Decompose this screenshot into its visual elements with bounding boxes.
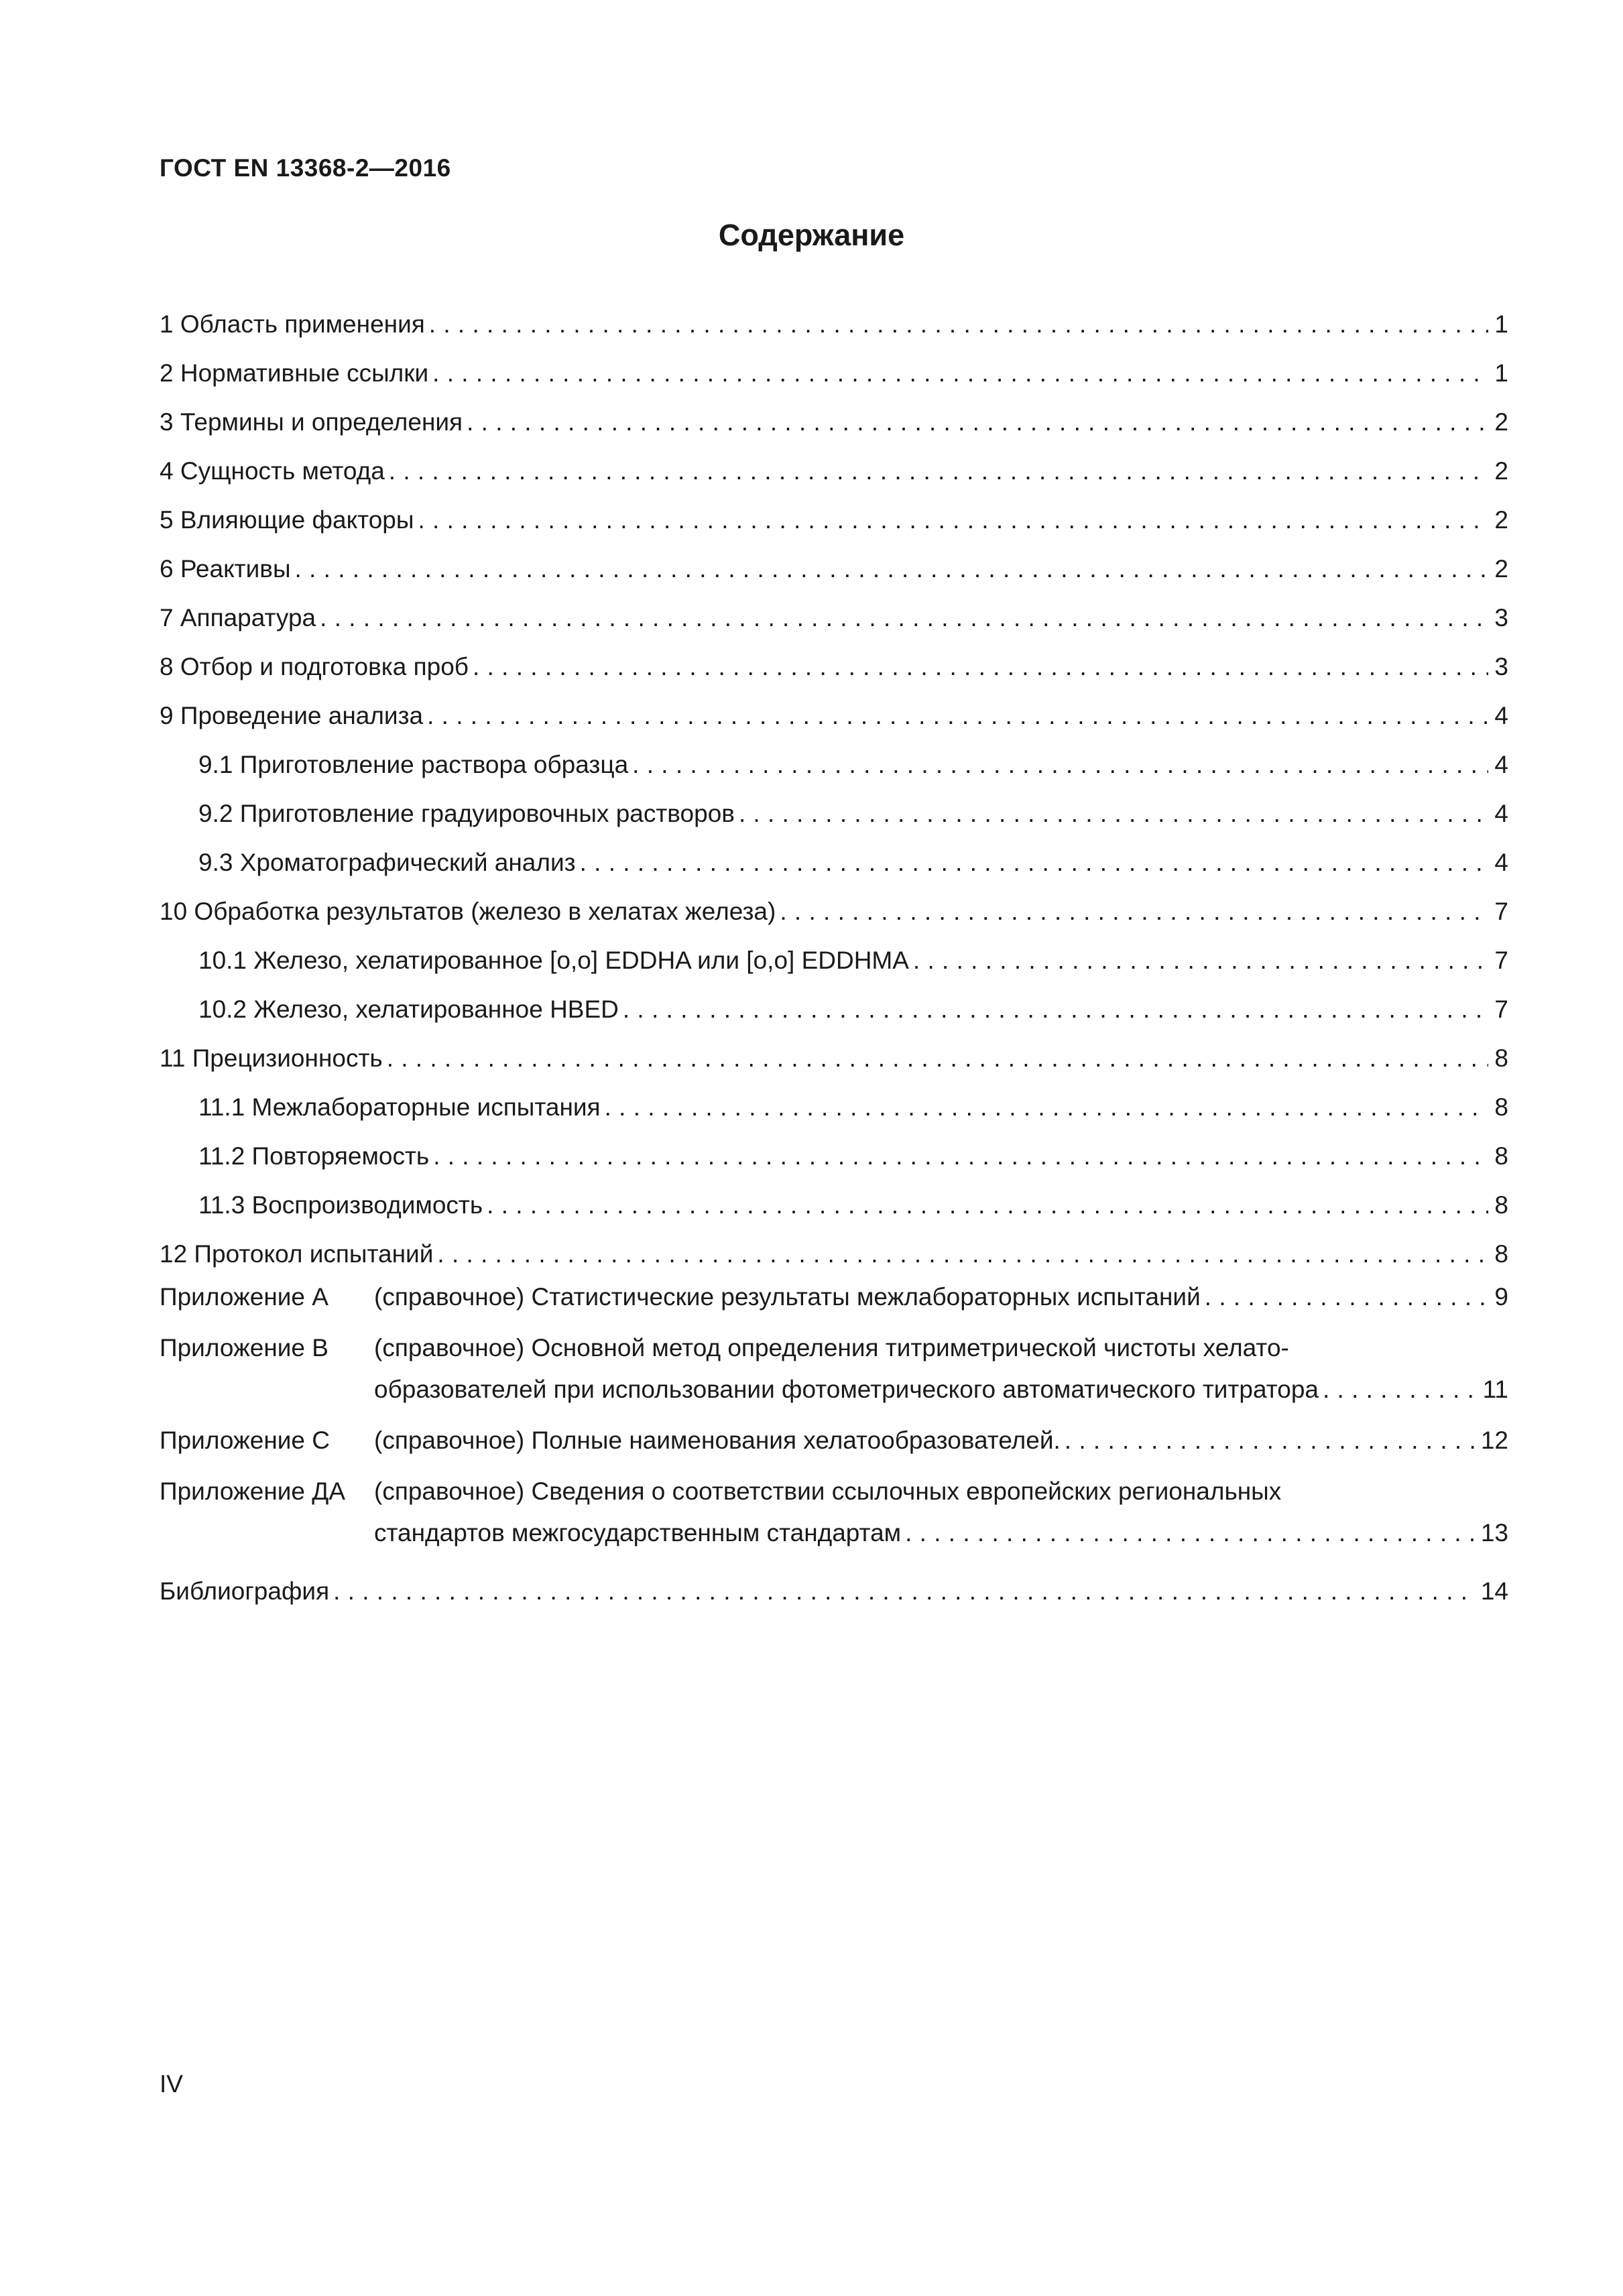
toc-entry[interactable] bbox=[160, 897, 1508, 926]
toc-entry[interactable] bbox=[160, 457, 1508, 486]
toc-entry-page: 7 bbox=[1494, 947, 1508, 974]
leader-dots bbox=[1205, 1276, 1488, 1318]
toc-annex[interactable] bbox=[160, 1276, 1508, 1318]
toc-entry[interactable] bbox=[160, 652, 1508, 682]
toc-entry[interactable] bbox=[160, 408, 1508, 437]
toc-entry-page: 2 bbox=[1494, 506, 1508, 534]
leader-dots bbox=[333, 1577, 1477, 1606]
leader-dots bbox=[1065, 1420, 1477, 1461]
leader-dots bbox=[387, 1044, 1488, 1073]
toc-entry-label: 11.2 Повторяемость bbox=[198, 1142, 430, 1170]
toc-entry-page: 8 bbox=[1494, 1142, 1508, 1170]
toc-subentry[interactable] bbox=[198, 1191, 1508, 1220]
toc-entry-page: 8 bbox=[1494, 1240, 1508, 1268]
annex-title-line: (справочное) Полные наименования хелатообразователей. bbox=[374, 1427, 1061, 1454]
leader-dots bbox=[432, 359, 1488, 388]
toc-entry-label: 4 Сущность метода bbox=[160, 457, 385, 485]
annex-title-line: образователей при использовании фотометрического автоматического титратора bbox=[374, 1376, 1319, 1403]
leader-dots bbox=[632, 750, 1488, 780]
toc-entry-label: 12 Протокол испытаний bbox=[160, 1240, 434, 1268]
leader-dots bbox=[905, 1512, 1477, 1554]
toc-subentry[interactable] bbox=[198, 946, 1508, 975]
toc-entry-label: 1 Область применения bbox=[160, 310, 425, 338]
toc-entry-label: 2 Нормативные ссылки bbox=[160, 359, 429, 387]
annex-page: 9 bbox=[1494, 1283, 1508, 1311]
leader-dots bbox=[780, 897, 1488, 926]
toc-entry-label: 9.3 Хроматографический анализ bbox=[198, 849, 576, 876]
toc-entry[interactable] bbox=[160, 505, 1508, 535]
toc-entry[interactable] bbox=[160, 310, 1508, 339]
leader-dots bbox=[437, 1240, 1488, 1269]
leader-dots bbox=[467, 408, 1488, 437]
annex-label: Приложение С bbox=[160, 1427, 330, 1454]
toc-entry-page: 8 bbox=[1494, 1044, 1508, 1072]
toc-subentry[interactable] bbox=[198, 799, 1508, 829]
leader-dots bbox=[433, 1142, 1488, 1171]
toc-entry-page: 1 bbox=[1494, 359, 1508, 387]
leader-dots bbox=[487, 1191, 1488, 1220]
toc-subentry[interactable] bbox=[198, 848, 1508, 878]
toc-annex[interactable] bbox=[160, 1327, 1508, 1410]
toc-title: Содержание bbox=[718, 218, 905, 252]
toc-entry-label: 9.1 Приготовление раствора образца bbox=[198, 751, 629, 778]
toc-annex[interactable] bbox=[160, 1471, 1508, 1554]
leader-dots bbox=[295, 554, 1488, 584]
bibliography-page: 14 bbox=[1480, 1577, 1508, 1605]
toc-subentry[interactable] bbox=[198, 1093, 1508, 1122]
toc-entry-label: 11.3 Воспроизводимость bbox=[198, 1191, 483, 1219]
annex-page: 11 bbox=[1482, 1376, 1508, 1403]
toc-entry-page: 4 bbox=[1494, 849, 1508, 876]
toc-entry-label: 9 Проведение анализа bbox=[160, 702, 424, 729]
toc-entry-page: 7 bbox=[1494, 898, 1508, 925]
annex-label: Приложение ДА bbox=[160, 1477, 346, 1505]
toc-subentry[interactable] bbox=[198, 995, 1508, 1024]
leader-dots bbox=[580, 848, 1488, 878]
page-number: IV bbox=[160, 2070, 183, 2098]
toc-entry-page: 2 bbox=[1494, 457, 1508, 485]
toc-subentry[interactable] bbox=[198, 1142, 1508, 1171]
toc-entry[interactable] bbox=[160, 701, 1508, 731]
annex-page: 13 bbox=[1480, 1519, 1508, 1547]
toc-entry-page: 4 bbox=[1494, 702, 1508, 729]
toc-entry-label: 3 Термины и определения bbox=[160, 408, 463, 436]
toc-entry[interactable] bbox=[160, 603, 1508, 633]
leader-dots bbox=[418, 505, 1488, 535]
toc-entry-page: 3 bbox=[1494, 604, 1508, 631]
bibliography-label: Библиография bbox=[160, 1577, 330, 1605]
leader-dots bbox=[1323, 1369, 1479, 1410]
toc-entry-label: 11 Прецизионность bbox=[160, 1044, 383, 1072]
toc-entry-page: 2 bbox=[1494, 555, 1508, 583]
annex-label: Приложение А bbox=[160, 1283, 328, 1311]
toc-entry-page: 3 bbox=[1494, 653, 1508, 680]
toc-entry-page: 8 bbox=[1494, 1191, 1508, 1219]
toc-entry[interactable] bbox=[160, 359, 1508, 388]
toc-entry-page: 7 bbox=[1494, 995, 1508, 1023]
annex-label: Приложение В bbox=[160, 1334, 328, 1362]
leader-dots bbox=[389, 457, 1488, 486]
annex-title-line: (справочное) Статистические результаты межлабораторных испытаний bbox=[374, 1283, 1201, 1311]
leader-dots bbox=[913, 946, 1488, 975]
toc-entry-label: 10 Обработка результатов (железо в хелатах железа) bbox=[160, 898, 776, 925]
toc-entry-page: 4 bbox=[1494, 751, 1508, 778]
leader-dots bbox=[739, 799, 1488, 829]
annex-title-line: (справочное) Сведения о соответствии ссылочных европейских региональных bbox=[374, 1477, 1282, 1505]
toc-entry-page: 2 bbox=[1494, 408, 1508, 436]
annex-title-line: стандартов межгосударственным стандартам bbox=[374, 1519, 902, 1547]
toc-entry-label: 7 Аппаратура bbox=[160, 604, 316, 631]
annex-title-line: (справочное) Основной метод определения титриметрической чистоты хелато- bbox=[374, 1334, 1289, 1362]
leader-dots bbox=[605, 1093, 1488, 1122]
toc-entry[interactable] bbox=[160, 1044, 1508, 1073]
toc-entry-label: 10.1 Железо, хелатированное [o,o] EDDHA или [o,o] EDDHMA bbox=[198, 947, 909, 974]
toc-entry-page: 4 bbox=[1494, 800, 1508, 827]
toc-entry-page: 8 bbox=[1494, 1093, 1508, 1121]
leader-dots bbox=[320, 603, 1488, 633]
document-code: ГОСТ EN 13368-2—2016 bbox=[160, 154, 451, 182]
toc-entry[interactable] bbox=[160, 554, 1508, 584]
toc-entry-page: 1 bbox=[1494, 310, 1508, 338]
toc-entry-label: 5 Влияющие факторы bbox=[160, 506, 414, 534]
toc-annex[interactable] bbox=[160, 1420, 1508, 1461]
toc-entry[interactable] bbox=[160, 1240, 1508, 1269]
leader-dots bbox=[429, 310, 1488, 339]
toc-entry-label: 9.2 Приготовление градуировочных растворов bbox=[198, 800, 735, 827]
toc-entry-label: 11.1 Межлабораторные испытания bbox=[198, 1093, 601, 1121]
leader-dots bbox=[473, 652, 1488, 682]
toc-subentry[interactable] bbox=[198, 750, 1508, 780]
toc-bibliography[interactable] bbox=[160, 1577, 1508, 1606]
toc-entry-label: 6 Реактивы bbox=[160, 555, 291, 583]
annex-page: 12 bbox=[1480, 1427, 1508, 1454]
leader-dots bbox=[427, 701, 1488, 731]
toc-entry-label: 8 Отбор и подготовка проб bbox=[160, 653, 469, 680]
toc-entry-label: 10.2 Железо, хелатированное HBED bbox=[198, 995, 619, 1023]
leader-dots bbox=[623, 995, 1488, 1024]
